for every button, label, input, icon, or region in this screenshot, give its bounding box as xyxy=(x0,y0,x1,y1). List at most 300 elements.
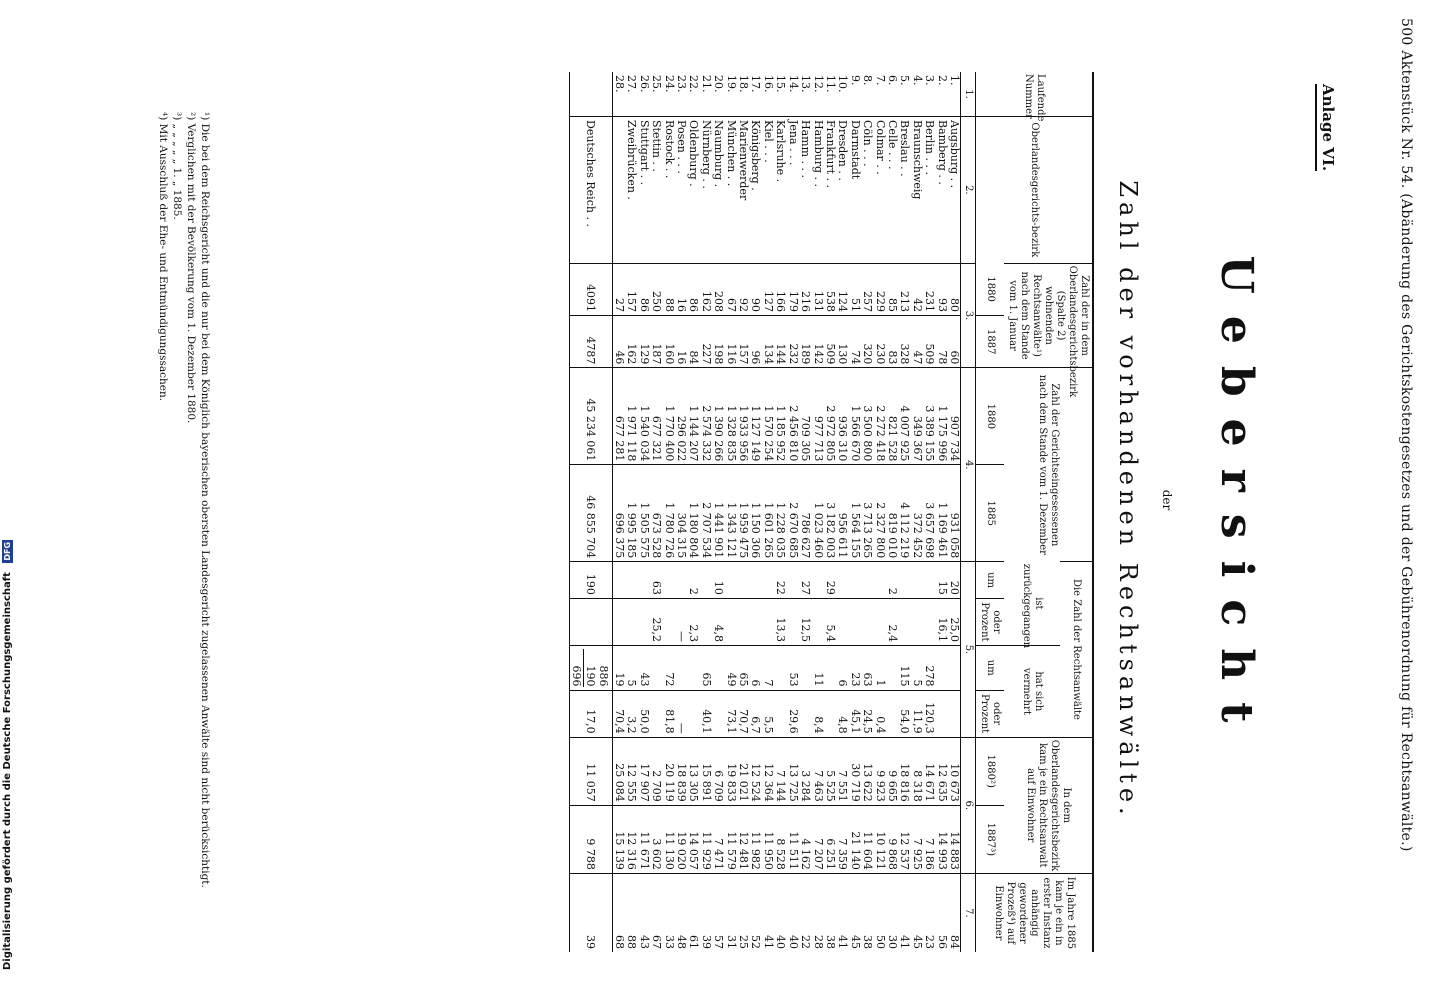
cell-increase-percent: 29,6 xyxy=(786,690,798,737)
cell-residents-1885: 3 657 698 xyxy=(923,465,935,562)
cell-cases: 57 xyxy=(712,873,724,952)
cell-decrease-percent: 2,3 xyxy=(687,598,699,645)
cell-decrease-count: 2 xyxy=(886,562,898,599)
table-body xyxy=(612,72,960,952)
cell-district: Naumburg . xyxy=(712,117,724,264)
cell-decrease-count xyxy=(848,562,860,599)
cell-index: 24. xyxy=(662,75,676,93)
cell-lawyers-1887: 129 xyxy=(637,316,649,368)
cell-decrease-count xyxy=(662,562,674,599)
cell-increase-count: 49 xyxy=(724,646,736,691)
cell-cases: 48 xyxy=(675,873,687,952)
cell-lawyers-1880: 179 xyxy=(786,263,798,315)
cell-inhabitants-1880: 5 525 xyxy=(824,737,836,805)
cell-lawyers-1887: 74 xyxy=(848,316,860,368)
cell-district: Cöln . . . xyxy=(861,117,873,264)
header-running-number: Laufende Nummer xyxy=(1023,74,1046,122)
header-year-1880-residents: 1880 xyxy=(976,368,1005,465)
cell-decrease-percent xyxy=(699,598,711,645)
cell-lawyers-1887: 328 xyxy=(898,316,910,368)
cell-decrease-count xyxy=(786,562,798,599)
cell-cases: 45 xyxy=(910,873,922,952)
cell-lawyers-1880: 86 xyxy=(637,263,649,315)
cell-district: Berlin . . . xyxy=(923,117,935,264)
cell-decrease-count xyxy=(625,562,637,599)
cell-residents-1880: 45 234 061 xyxy=(570,368,613,465)
cell-district: Königsberg . xyxy=(749,117,761,264)
cell-increase-percent: 54,0 xyxy=(898,690,910,737)
cell-decrease-count xyxy=(923,562,935,599)
cell-decrease-count xyxy=(675,562,687,599)
cell-increase-percent: 11,9 xyxy=(910,690,922,737)
cell-decrease-percent: 12,5 xyxy=(799,598,811,645)
cell-inhabitants-1887: 11 929 xyxy=(699,805,711,873)
cell-inhabitants-1887: 11 130 xyxy=(662,805,674,873)
cell-district: Frankfurt . . xyxy=(824,117,836,264)
cell-inhabitants-1887: 6 251 xyxy=(824,805,836,873)
cell-decrease-percent: 25,0 xyxy=(948,598,961,645)
cell-district: Karlsruhe . xyxy=(774,117,786,264)
cell-inhabitants-1887: 21 140 xyxy=(848,805,860,873)
header-year-1887: 1887 xyxy=(976,316,1005,368)
cell-lawyers-1880: 67 xyxy=(724,263,736,315)
cell-decrease-count: 20 xyxy=(948,562,961,599)
cell-cases: 84 xyxy=(948,873,961,952)
cell-index: 16. xyxy=(761,75,775,93)
cell-lawyers-1887: 130 xyxy=(836,316,848,368)
cell-cases: 28 xyxy=(811,873,823,952)
cell-increase-percent: 120,3 xyxy=(923,690,935,737)
cell-increase-count: 65 xyxy=(737,646,749,691)
footnote: ³) „ „ „ „ „ 1. „ 1885. xyxy=(171,112,183,220)
cell-increase-percent: 40,1 xyxy=(699,690,711,737)
cell-residents-1885: 1 995 185 xyxy=(625,465,637,562)
cell-increase-count xyxy=(687,646,699,691)
cell-lawyers-1887: 230 xyxy=(873,316,885,368)
cell-decrease-count: 29 xyxy=(824,562,836,599)
cell-residents-1880: 1 328 835 xyxy=(724,368,736,465)
cell-district: Oldenburg . xyxy=(687,117,699,264)
cell-inhabitants-1887: 8 528 xyxy=(774,805,786,873)
cell-lawyers-1880: 131 xyxy=(811,263,823,315)
cell-residents-1880: 2 272 418 xyxy=(873,368,885,465)
col-number: 5. xyxy=(961,562,976,737)
cell-lawyers-1880: 250 xyxy=(650,263,662,315)
cell-increase-percent: 70,4 xyxy=(612,690,625,737)
cell-increase-count: 19 xyxy=(612,646,625,691)
cell-decrease-percent xyxy=(898,598,910,645)
cell-lawyers-1880: 162 xyxy=(699,263,711,315)
cell-inhabitants-1887: 7 925 xyxy=(910,805,922,873)
cell-decrease-percent: 4,8 xyxy=(712,598,724,645)
footnote: ⁴) Mit Ausschluß der Ehe- und Entmündigungssachen. xyxy=(157,112,169,402)
cell-increase-percent: 4,8 xyxy=(836,690,848,737)
cell-inhabitants-1880: 9 923 xyxy=(873,737,885,805)
cell-inhabitants-1880: 7 144 xyxy=(774,737,786,805)
cell-index: 7. xyxy=(873,75,887,86)
cell-district: Nürnberg . . xyxy=(699,117,711,264)
cell-cases: 23 xyxy=(923,873,935,952)
table-row xyxy=(824,72,836,952)
cell-increase-count: 5 xyxy=(910,646,922,691)
cell-lawyers-1887: 78 xyxy=(935,316,947,368)
header-percent-2: oder Prozent xyxy=(976,690,1005,737)
cell-increase-percent: 50,0 xyxy=(637,690,649,737)
cell-residents-1880: 296 022 xyxy=(675,368,687,465)
cell-decrease-count xyxy=(836,562,848,599)
cell-lawyers-1887: 227 xyxy=(699,316,711,368)
col-number: 3. xyxy=(961,263,976,368)
cell-residents-1885: 1 150 306 xyxy=(749,465,761,562)
cell-lawyers-1887: 144 xyxy=(774,316,786,368)
cell-decrease-count xyxy=(762,562,774,599)
cell-district: Hamm . . . xyxy=(799,117,811,264)
cell-index: 1. xyxy=(948,75,961,86)
cell-decrease-count xyxy=(873,562,885,599)
header-year-1885: 1885 xyxy=(976,465,1005,562)
cell-index: 15. xyxy=(774,75,788,93)
cell-residents-1885: 1 564 155 xyxy=(848,465,860,562)
cell-index: 19. xyxy=(724,75,738,93)
table-row xyxy=(724,72,736,952)
cell-cases: 30 xyxy=(886,873,898,952)
cell-residents-1885: 1 601 265 xyxy=(762,465,774,562)
cell-lawyers-1887: 47 xyxy=(910,316,922,368)
cell-cases: 56 xyxy=(935,873,947,952)
cell-lawyers-1880: 208 xyxy=(712,263,724,315)
cell-inhabitants-1880: 2 709 xyxy=(650,737,662,805)
cell-district: Darmstadt xyxy=(848,117,860,264)
cell-index: 14. xyxy=(786,75,800,93)
cell-lawyers-1887: 509 xyxy=(923,316,935,368)
cell-increase-count xyxy=(948,646,961,691)
cell-residents-1880: 1 566 670 xyxy=(848,368,860,465)
cell-increase-count: 278 xyxy=(923,646,935,691)
cell-lawyers-1887: 46 xyxy=(612,316,625,368)
table-row xyxy=(699,72,711,952)
header-um: um xyxy=(976,562,1005,599)
footnote: ²) Verglichen mit der Bevölkerung vom 1. Dezember 1880. xyxy=(185,112,197,424)
table-row xyxy=(737,72,749,952)
cell-index: 27. xyxy=(625,75,639,93)
table-row xyxy=(886,72,898,952)
cell-inhabitants-1880: 14 671 xyxy=(923,737,935,805)
cell-lawyers-1880: 229 xyxy=(873,263,885,315)
cell-lawyers-1880: 86 xyxy=(687,263,699,315)
cell-decrease-percent: 2,4 xyxy=(886,598,898,645)
table-row xyxy=(774,72,786,952)
cell-district: Bamberg . . xyxy=(935,117,947,264)
cell-increase-count: 63 xyxy=(861,646,873,691)
cell-district: Dresden . . xyxy=(836,117,848,264)
cell-residents-1885: 3 713 265 xyxy=(861,465,873,562)
cell-lawyers-1880: 92 xyxy=(737,263,749,315)
cell-cases: 41 xyxy=(898,873,910,952)
cell-decrease-percent xyxy=(724,598,736,645)
cell-residents-1880: 1 127 149 xyxy=(749,368,761,465)
cell-index: 28. xyxy=(613,75,627,93)
cell-residents-1885: 4 112 219 xyxy=(898,465,910,562)
cell-inhabitants-1880: 13 305 xyxy=(687,737,699,805)
cell-cases: 67 xyxy=(650,873,662,952)
cell-cases: 43 xyxy=(637,873,649,952)
cell-lawyers-1887: 198 xyxy=(712,316,724,368)
cell-decrease-percent xyxy=(836,598,848,645)
cell-district: Marienwerder xyxy=(737,117,749,264)
cell-district: Jena . . . xyxy=(786,117,798,264)
cell-index: 22. xyxy=(687,75,701,93)
cell-inhabitants-1887: 11 511 xyxy=(786,805,798,873)
cell-lawyers-1887: 96 xyxy=(749,316,761,368)
cell-index: 5. xyxy=(898,75,912,86)
header-um-2: um xyxy=(976,646,1005,691)
cell-increase-percent: 73,1 xyxy=(724,690,736,737)
cell-lawyers-1880: 85 xyxy=(886,263,898,315)
table-row xyxy=(923,72,935,952)
cell-index: 25. xyxy=(650,75,664,93)
cell-index: 18. xyxy=(737,75,751,93)
cell-increase-percent: 3,2 xyxy=(625,690,637,737)
cell-cases: 40 xyxy=(786,873,798,952)
dfg-logo: DFG xyxy=(3,541,12,561)
cell-inhabitants-1880: 7 463 xyxy=(811,737,823,805)
cell-lawyers-1887: 83 xyxy=(886,316,898,368)
cell-decrease-count: 15 xyxy=(935,562,947,599)
cell-inhabitants-1887: 7 359 xyxy=(836,805,848,873)
cell-index: 21. xyxy=(699,75,713,93)
cell-residents-1880: 1 570 254 xyxy=(762,368,774,465)
cell-increase-count: 65 xyxy=(699,646,711,691)
cell-decrease-percent xyxy=(637,598,649,645)
cell-lawyers-1887: 60 xyxy=(948,316,961,368)
cell-residents-1880: 1 540 034 xyxy=(637,368,649,465)
table-row xyxy=(799,72,811,952)
cell-index: 13. xyxy=(799,75,813,93)
table-row xyxy=(650,72,662,952)
col-number: 6. xyxy=(961,737,976,873)
table-row xyxy=(637,72,649,952)
cell-residents-1885: 1 959 475 xyxy=(737,465,749,562)
cell-inhabitants-1880: 20 119 xyxy=(662,737,674,805)
cell-inhabitants-1887: 4 162 xyxy=(799,805,811,873)
cell-increase-count: 53 xyxy=(786,646,798,691)
header-cases: Im Jahre 1885 kam je ein in erster Instanz anhängig gewordener Prozeß⁴) auf Einwohner xyxy=(976,873,1093,952)
cell-inhabitants-1887: 7 471 xyxy=(712,805,724,873)
cell-inhabitants-1880: 25 084 xyxy=(612,737,625,805)
cell-cases: 39 xyxy=(570,873,613,952)
cell-lawyers-1887: 84 xyxy=(687,316,699,368)
cell-increase-percent xyxy=(886,690,898,737)
cell-cases: 61 xyxy=(687,873,699,952)
table-row xyxy=(749,72,761,952)
cell-residents-1885: 786 627 xyxy=(799,465,811,562)
cell-residents-1885: 819 010 xyxy=(886,465,898,562)
cell-residents-1880: 3 389 155 xyxy=(923,368,935,465)
cell-increase-percent: 0,4 xyxy=(873,690,885,737)
cell-inhabitants-1887: 12 316 xyxy=(625,805,637,873)
cell-residents-1885: 1 228 035 xyxy=(774,465,786,562)
header-year-1880: 1880 xyxy=(985,276,996,302)
table-row xyxy=(935,72,947,952)
header-district: Oberlandesgerichts-bezirk xyxy=(976,117,1093,264)
cell-district: Braunschweig xyxy=(910,117,922,264)
table-row xyxy=(898,72,910,952)
cell-decrease-count: 63 xyxy=(650,562,662,599)
cell-residents-1885: 1 505 575 xyxy=(637,465,649,562)
cell-cases: 50 xyxy=(873,873,885,952)
cell-inhabitants-1880: 9 665 xyxy=(886,737,898,805)
table-row xyxy=(811,72,823,952)
table-row-total xyxy=(570,72,613,952)
cell-residents-1885: 46 855 704 xyxy=(570,465,613,562)
cell-residents-1885: 2 707 534 xyxy=(699,465,711,562)
page-title: Uebersicht xyxy=(1211,255,1262,745)
cell-increase-count: 72 xyxy=(662,646,674,691)
cell-decrease-count xyxy=(724,562,736,599)
cell-decrease-percent xyxy=(612,598,625,645)
cell-inhabitants-1880: 21 021 xyxy=(737,737,749,805)
cell-lawyers-1880: 90 xyxy=(749,263,761,315)
cell-lawyers-1887: 16 xyxy=(675,316,687,368)
cell-index: 17. xyxy=(749,75,763,93)
cell-residents-1880: 3 500 800 xyxy=(861,368,873,465)
cell-residents-1885: 673 528 xyxy=(650,465,662,562)
cell-decrease-percent: 5,4 xyxy=(824,598,836,645)
cell-residents-1880: 1 144 207 xyxy=(687,368,699,465)
cell-index: 2. xyxy=(935,75,949,86)
cell-residents-1885: 2 670 685 xyxy=(786,465,798,562)
col-number: 4. xyxy=(961,368,976,562)
cell-lawyers-1880: 157 xyxy=(625,263,637,315)
cell-increase-count: 23 xyxy=(848,646,860,691)
cell-inhabitants-1880: 17 907 xyxy=(637,737,649,805)
cell-cases: 38 xyxy=(861,873,873,952)
cell-lawyers-1880: 538 xyxy=(824,263,836,315)
table-row xyxy=(612,72,625,952)
cell-cases: 88 xyxy=(625,873,637,952)
cell-cases: 45 xyxy=(848,873,860,952)
table-row xyxy=(848,72,860,952)
cell-residents-1885: 1 169 461 xyxy=(935,465,947,562)
cell-decrease-percent: 25,2 xyxy=(650,598,662,645)
cell-index: 20. xyxy=(712,75,726,93)
cell-inhabitants-1880: 11 057 xyxy=(570,737,613,805)
cell-lawyers-1887: 509 xyxy=(824,316,836,368)
cell-lawyers-1887: 232 xyxy=(786,316,798,368)
cell-increase-percent: 6,7 xyxy=(749,690,761,737)
cell-increase-percent: 24,5 xyxy=(861,690,873,737)
cell-decrease-percent xyxy=(848,598,860,645)
cell-inhabitants-1880: 6 709 xyxy=(712,737,724,805)
table-row xyxy=(762,72,774,952)
cell-decrease-count xyxy=(737,562,749,599)
cell-district: München . . xyxy=(724,117,736,264)
cell-inhabitants-1887: 7 186 xyxy=(923,805,935,873)
cell-decrease-percent xyxy=(762,598,774,645)
cell-increase-count xyxy=(886,646,898,691)
cell-decrease-count: 27 xyxy=(799,562,811,599)
cell-residents-1885: 931 058 xyxy=(948,465,961,562)
cell-inhabitants-1887: 10 121 xyxy=(873,805,885,873)
cell-cases: 41 xyxy=(762,873,774,952)
cell-increase-percent xyxy=(935,690,947,737)
cell-inhabitants-1880: 12 555 xyxy=(625,737,637,805)
cell-inhabitants-1880: 7 551 xyxy=(836,737,848,805)
cell-increase-percent: 70,7 xyxy=(737,690,749,737)
cell-index: 9. xyxy=(848,75,862,86)
cell-residents-1880: 2 574 332 xyxy=(699,368,711,465)
cell-increase-percent: 5,5 xyxy=(762,690,774,737)
cell-lawyers-1880: 213 xyxy=(898,263,910,315)
col-number: 1. xyxy=(961,72,976,117)
cell-inhabitants-1880: 8 318 xyxy=(910,737,922,805)
cell-inhabitants-1880: 12 364 xyxy=(762,737,774,805)
cell-residents-1880: 349 367 xyxy=(910,368,922,465)
cell-lawyers-1880: 16 xyxy=(675,263,687,315)
cell-inhabitants-1880: 13 622 xyxy=(861,737,873,805)
col-number: 7. xyxy=(961,873,976,952)
cell-increase-percent xyxy=(948,690,961,737)
cell-index: 8. xyxy=(861,75,875,86)
cell-inhabitants-1887: 9 788 xyxy=(570,805,613,873)
cell-increase-count: 6 xyxy=(749,646,761,691)
cell-cases: 38 xyxy=(824,873,836,952)
cell-increase-count xyxy=(935,646,947,691)
header-decreased: ist zurückgegangen xyxy=(1021,563,1044,649)
cell-lawyers-1880: 166 xyxy=(774,263,786,315)
cell-inhabitants-1887: 7 207 xyxy=(811,805,823,873)
cell-decrease-count xyxy=(898,562,910,599)
cell-lawyers-1880: 4091 xyxy=(570,263,613,315)
cell-residents-1880: 1 770 400 xyxy=(662,368,674,465)
cell-district: Augsburg . . xyxy=(948,117,961,264)
cell-increase-count: 43 xyxy=(637,646,649,691)
cell-residents-1880: 4 007 925 xyxy=(898,368,910,465)
cell-lawyers-1887: 134 xyxy=(762,316,774,368)
cell-increase-net: 696 xyxy=(570,649,584,687)
cell-lawyers-1880: 216 xyxy=(799,263,811,315)
cell-increase-count: 7 xyxy=(762,646,774,691)
cell-decrease-count xyxy=(699,562,711,599)
cell-cases: 68 xyxy=(612,873,625,952)
footnotes xyxy=(156,72,212,962)
cell-decrease-count xyxy=(861,562,873,599)
cell-decrease-percent xyxy=(861,598,873,645)
cell-inhabitants-1880: 30 719 xyxy=(848,737,860,805)
cell-decrease-percent xyxy=(662,598,674,645)
cell-inhabitants-1887: 14 993 xyxy=(935,805,947,873)
header-year-1880-fn: 1880²) xyxy=(976,737,1005,805)
table-row xyxy=(873,72,885,952)
cell-residents-1880: 1 933 956 xyxy=(737,368,749,465)
table-row xyxy=(662,72,674,952)
running-header: 500 Aktenstück Nr. 54. (Abänderung des Gerichtskostengesetzes und der Gebührenordnung für Rechtsanwälte.) xyxy=(1398,18,1414,852)
statistics-table xyxy=(569,72,1094,952)
cell-lawyers-1887: 320 xyxy=(861,316,873,368)
page-subtitle: Zahl der vorhandenen Rechtsanwälte. xyxy=(1114,180,1142,820)
cell-residents-1880: 1 175 996 xyxy=(935,368,947,465)
header-lawyers: Zahl der in dem Oberlandesgerichtsbezirk (Spalte 2) wohnenden Rechtsanwälte¹) nach dem Stande vom 1. Januar xyxy=(1004,263,1092,368)
cell-increase-count xyxy=(712,646,724,691)
cell-lawyers-1880: 88 xyxy=(662,263,674,315)
cell-increase-count: 11 xyxy=(811,646,823,691)
cell-increase-count xyxy=(650,646,662,691)
cell-residents-1880: 907 734 xyxy=(948,368,961,465)
cell-district xyxy=(612,117,625,264)
col-number: 2. xyxy=(961,117,976,264)
cell-decrease-percent: 13,3 xyxy=(774,598,786,645)
cell-cases: 22 xyxy=(799,873,811,952)
